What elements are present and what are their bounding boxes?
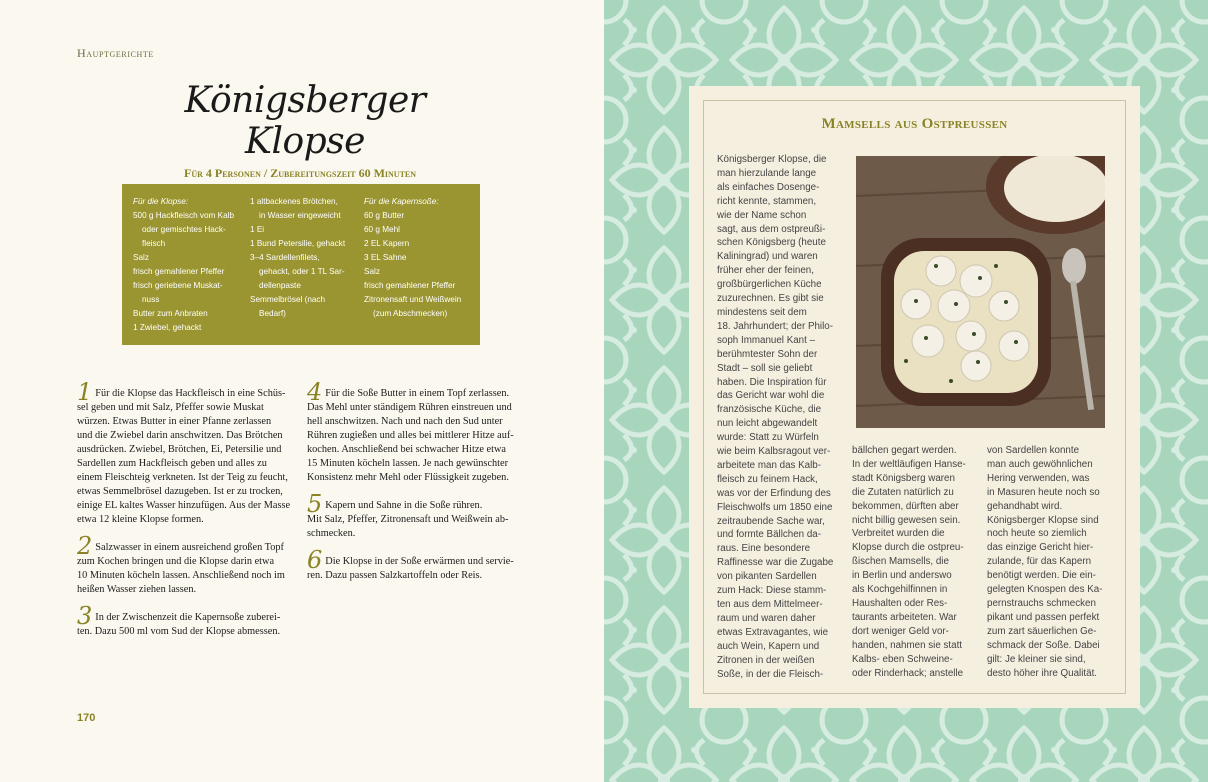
sidebar-text-line: zum Hack: Diese stamm- xyxy=(717,585,827,597)
steps-column-left xyxy=(77,378,299,651)
step-text-line: 10 Minuten köcheln lassen. Anschließend noch im xyxy=(77,570,285,581)
sidebar-text-line: die Zutaten natürlich zu xyxy=(852,486,954,498)
ingredient-line: Semmelbrösel (nach xyxy=(250,295,326,304)
step-number: 6 xyxy=(307,546,323,574)
sidebar-text-line: fleisch zu feinem Hack, xyxy=(717,473,818,485)
sidebar-text-line: gehandhabt wird. xyxy=(987,500,1063,512)
step-1 xyxy=(77,378,299,527)
sidebar-text-line: Fleischwolfs um 1850 eine xyxy=(717,501,833,513)
ingredient-line: 500 g Hackfleisch vom Kalb xyxy=(133,211,235,220)
sidebar-text-line: wurde: Statt zu Würfeln xyxy=(717,432,819,444)
step-text-line: ausdrücken. Zwiebel, Brötchen, Ei, Petersilie und xyxy=(77,444,282,455)
step-text-line: Salzwasser in einem ausreichend großen Topf xyxy=(95,542,284,553)
sidebar-text-line: Stadt – soll sie geliebt xyxy=(717,362,813,374)
sidebar-text-line: das einzige Gericht hier- xyxy=(987,542,1094,554)
sidebar-text-line: man hierzulande lange xyxy=(717,167,817,179)
step-5 xyxy=(307,490,529,541)
sidebar-text-line: taurants arbeiteten. War xyxy=(852,611,957,623)
sidebar-text-line: was vor der Erfindung des xyxy=(717,487,831,499)
sidebar-text-col-2 xyxy=(852,444,966,680)
step-6 xyxy=(307,546,529,583)
ingredient-line: nuss xyxy=(142,295,160,304)
sidebar-text-line: benötigt werden. Die ein- xyxy=(987,570,1096,582)
sidebar-text-line: gilt: Je kleiner sie sind, xyxy=(987,653,1086,665)
sidebar-text-line: dort weniger Geld vor- xyxy=(852,625,949,637)
sidebar-text-line: mindestens seit dem xyxy=(717,306,807,318)
sidebar-text-line: schen Königsberg (heute xyxy=(717,237,826,249)
dish-photo xyxy=(856,156,1105,428)
sidebar-text-line: von pikanten Sardellen xyxy=(717,571,817,583)
sidebar-text-line: früher eher der feinen, xyxy=(717,265,814,277)
sidebar-text-line: von Sardellen konnte xyxy=(987,445,1080,456)
sidebar-text-line: berühmtester Sohn der xyxy=(717,348,818,360)
ingredient-line: 3 EL Sahne xyxy=(364,253,407,262)
ingredient-line: Für die Klopse: xyxy=(133,197,189,206)
step-text-line: etwa 12 kleine Klopse formen. xyxy=(77,514,204,525)
sidebar-text-line: Raffinesse war die Zugabe xyxy=(717,557,834,569)
sidebar-text-line: In der weltläufigen Hanse- xyxy=(852,458,966,470)
sidebar-text-line: 18. Jahrhundert; der Philo- xyxy=(717,320,833,332)
sidebar-text-line: ßischen Mamsells, die xyxy=(852,556,949,568)
step-4 xyxy=(307,378,529,485)
ingredient-line: 1 Zwiebel, gehackt xyxy=(133,323,202,332)
step-text-line: ren. Dazu passen Salzkartoffeln oder Reis. xyxy=(307,570,483,581)
ingredient-line: 1 Ei xyxy=(250,225,265,234)
sidebar-text-line: Soße, in der die Fleisch- xyxy=(717,668,824,680)
sidebar-text-line: das Gericht war wohl die xyxy=(717,390,825,402)
sidebar-text-line: noch heute so ziemlich xyxy=(987,528,1087,540)
sidebar-text-line: französische Küche, die xyxy=(717,404,822,416)
recipe-title: Königsberger Klopse xyxy=(184,80,426,162)
page-number: 170 xyxy=(77,712,96,724)
ingredients-col-3 xyxy=(364,195,461,321)
sidebar-text-line: bekommen, dürften aber xyxy=(852,500,959,512)
ingredient-line: dellenpaste xyxy=(259,281,301,290)
sidebar-title: Mamsells aus Ostpreussen xyxy=(821,116,1008,132)
servings-line: Für 4 Personen / Zubereitungszeit 60 Minuten xyxy=(183,166,417,180)
ingredient-line: Butter zum Anbraten xyxy=(133,309,208,318)
sidebar-text-line: soph Immanuel Kant – xyxy=(717,334,816,346)
sidebar-text-col-1 xyxy=(717,153,833,681)
step-text-line: heißen Wasser ziehen lassen. xyxy=(77,584,197,595)
sidebar-text-line: großbürgerlichen Küche xyxy=(717,279,822,291)
sidebar-text-line: raus. Eine besondere xyxy=(717,543,811,555)
sidebar-text-line: Königsberger Klopse sind xyxy=(987,514,1099,526)
sidebar-text-line: desto höher ihre Qualität. xyxy=(987,667,1098,679)
sidebar-text-line: zuzurechnen. Es gibt sie xyxy=(717,293,824,305)
sidebar-text-line: man auch gewöhnlichen xyxy=(987,458,1093,470)
sidebar-text-line: richt kennte, stammen, xyxy=(717,195,817,207)
steps-column-right xyxy=(307,378,529,595)
step-text-line: würzen. Etwas Butter in einer Pfanne zerlassen xyxy=(77,416,272,427)
ingredient-line: (zum Abschmecken) xyxy=(373,309,448,318)
step-2 xyxy=(77,532,299,597)
sidebar-text-line: stadt Königsberg waren xyxy=(852,472,955,484)
ingredient-line: frisch gemahlener Pfeffer xyxy=(133,267,225,276)
ingredient-line: Für die Kapernsoße: xyxy=(364,197,439,206)
ingredient-line: 60 g Butter xyxy=(364,211,405,220)
ingredients-box xyxy=(122,184,480,345)
sidebar-text-line: arbeitete man das Kalb- xyxy=(717,459,822,471)
sidebar-text-line: auch Wein, Kapern und xyxy=(717,640,820,652)
step-text-line: sel geben und mit Salz, Pfeffer sowie Muskat xyxy=(77,402,264,413)
sidebar-text-line: Verbreitet wurden die xyxy=(852,528,945,540)
sidebar-text-col-3 xyxy=(987,444,1102,680)
sidebar-text-line: zum zart säuerlichen Ge- xyxy=(987,625,1097,637)
sidebar-text-line: zulande, für das Kapern xyxy=(987,556,1092,568)
sidebar-text-line: Hering verwenden, was xyxy=(987,472,1090,484)
step-number: 5 xyxy=(307,490,323,518)
step-text-line: hell anschwitzen. Nach und nach den Sud unter xyxy=(307,416,503,427)
ingredient-line: gehackt, oder 1 TL Sar- xyxy=(259,267,345,276)
step-text-line: In der Zwischenzeit die Kapernsoße zuberei- xyxy=(95,612,281,623)
sidebar-text-line: und formte Bällchen da- xyxy=(717,529,822,541)
ingredient-line: Salz xyxy=(133,253,149,262)
ingredient-line: fleisch xyxy=(142,239,166,248)
sidebar-text-line: wie beim Kalbsragout ver- xyxy=(717,446,831,458)
sidebar-text-line: Haushalten oder Res- xyxy=(852,597,948,609)
sidebar-text-line: nun leicht abgewandelt xyxy=(717,418,818,430)
step-text-line: und die Zwiebel darin anschwitzen. Das Brötchen xyxy=(77,430,283,441)
step-text-line: Sardellen zum Hackfleisch geben und alles zu xyxy=(77,458,267,469)
sidebar-text-line: haben. Die Inspiration für xyxy=(717,376,827,388)
step-text-line: Rühren zugießen und alles bei mittlerer Hitze auf- xyxy=(307,430,514,441)
ingredient-line: Bedarf) xyxy=(259,309,286,318)
step-text-line: einem Fleischteig verkneten. Ist der Teig zu feucht, xyxy=(77,472,288,483)
sidebar-text-line: gelegten Knospen des Ka- xyxy=(987,584,1103,596)
sidebar-text-line: Klopse durch die ostpreu- xyxy=(852,542,964,554)
step-text-line: 15 Minuten köcheln lassen. Je nach gewünschter xyxy=(307,458,509,469)
ingredient-line: 60 g Mehl xyxy=(364,225,400,234)
sidebar-text-line: als Kochgehilfinnen in xyxy=(852,584,948,596)
step-text-line: etwas Semmelbrösel dazugeben. Ist er zu trocken, xyxy=(77,486,283,497)
ingredient-line: in Wasser eingeweicht xyxy=(259,211,341,220)
sidebar-text-line: pernstrauchs schmecken xyxy=(987,597,1096,609)
ingredient-line: Zitronensaft und Weißwein xyxy=(364,295,462,304)
sidebar-text-line: raum und waren daher xyxy=(717,612,816,624)
ingredient-line: oder gemischtes Hack- xyxy=(142,225,226,234)
sidebar-text-line: handen, nahmen sie statt xyxy=(852,639,963,651)
ingredient-line: Salz xyxy=(364,267,380,276)
sidebar-text-line: Kaliningrad) und waren xyxy=(717,251,818,263)
ingredient-line: frisch geriebene Muskat- xyxy=(133,281,223,290)
step-3 xyxy=(77,602,299,639)
ingredient-line: 2 EL Kapern xyxy=(364,239,410,248)
ingredient-line: 3–4 Sardellenfilets, xyxy=(250,253,320,262)
sidebar-text-line: wie der Name schon xyxy=(717,209,807,221)
ingredients-col-1 xyxy=(133,195,234,335)
sidebar-text-line: Königsberger Klopse, die xyxy=(717,154,827,165)
step-text-line: Kapern und Sahne in die Soße rühren. xyxy=(325,500,483,511)
step-number: 2 xyxy=(77,532,93,560)
sidebar-text-line: ten aus dem Mittelmeer- xyxy=(717,599,823,610)
step-text-line: kochen. Anschließend bei schwacher Hitze etwa xyxy=(307,444,506,455)
step-number: 3 xyxy=(77,602,93,630)
sidebar-text-line: Zitronen in der weißen xyxy=(717,654,815,666)
step-text-line: Für die Soße Butter in einem Topf zerlassen. xyxy=(325,388,510,399)
sidebar-text-line: Kalbs- eben Schweine- xyxy=(852,653,953,665)
ingredient-line: frisch gemahlener Pfeffer xyxy=(364,281,456,290)
step-text-line: schmecken. xyxy=(307,528,356,539)
sidebar-text-line: zeitraubende Sache war, xyxy=(717,515,825,527)
sidebar-text-line: bällchen gegart werden. xyxy=(852,445,957,456)
sidebar-text-line: schmack der Soße. Dabei xyxy=(987,639,1100,651)
sidebar-text-line: etwas Extravagantes, wie xyxy=(717,626,829,638)
step-text-line: Mit Salz, Pfeffer, Zitronensaft und Weißwein ab- xyxy=(307,514,509,525)
step-number: 1 xyxy=(77,378,93,406)
step-number: 4 xyxy=(307,378,323,406)
step-text-line: Die Klopse in der Soße erwärmen und servie- xyxy=(325,556,514,567)
sidebar-text-line: in Berlin und anderswo xyxy=(852,570,952,582)
step-text-line: einige EL kaltes Wasser hinzufügen. Aus der Masse xyxy=(77,500,291,511)
step-text-line: zum Kochen bringen und die Klopse darin etwa xyxy=(77,556,275,567)
step-text-line: Für die Klopse das Hackfleisch in eine Schüs- xyxy=(95,388,286,399)
sidebar-text-line: pikant und passen perfekt xyxy=(987,611,1100,623)
ingredient-line: 1 altbackenes Brötchen, xyxy=(250,197,338,206)
sidebar-text-line: oder Rinderhack; anstelle xyxy=(852,667,964,679)
step-text-line: Das Mehl unter ständigem Rühren einstreuen und xyxy=(307,402,512,413)
step-text-line: Konsistenz mehr Mehl oder Flüssigkeit zugeben. xyxy=(307,472,509,483)
sidebar-text-line: sagt, aus dem ostpreußi- xyxy=(717,223,826,235)
step-text-line: ten. Dazu 500 ml vom Sud der Klopse abmessen. xyxy=(77,626,281,637)
ingredients-col-2 xyxy=(250,195,345,321)
section-label: Hauptgerichte xyxy=(77,46,154,60)
sidebar-text-line: als einfaches Dosenge- xyxy=(717,181,820,193)
sidebar-text-line: in Masuren heute noch so xyxy=(987,486,1100,498)
sidebar-text-line: nicht billig gewesen sein. xyxy=(852,514,961,526)
ingredient-line: 1 Bund Petersilie, gehackt xyxy=(250,239,346,248)
